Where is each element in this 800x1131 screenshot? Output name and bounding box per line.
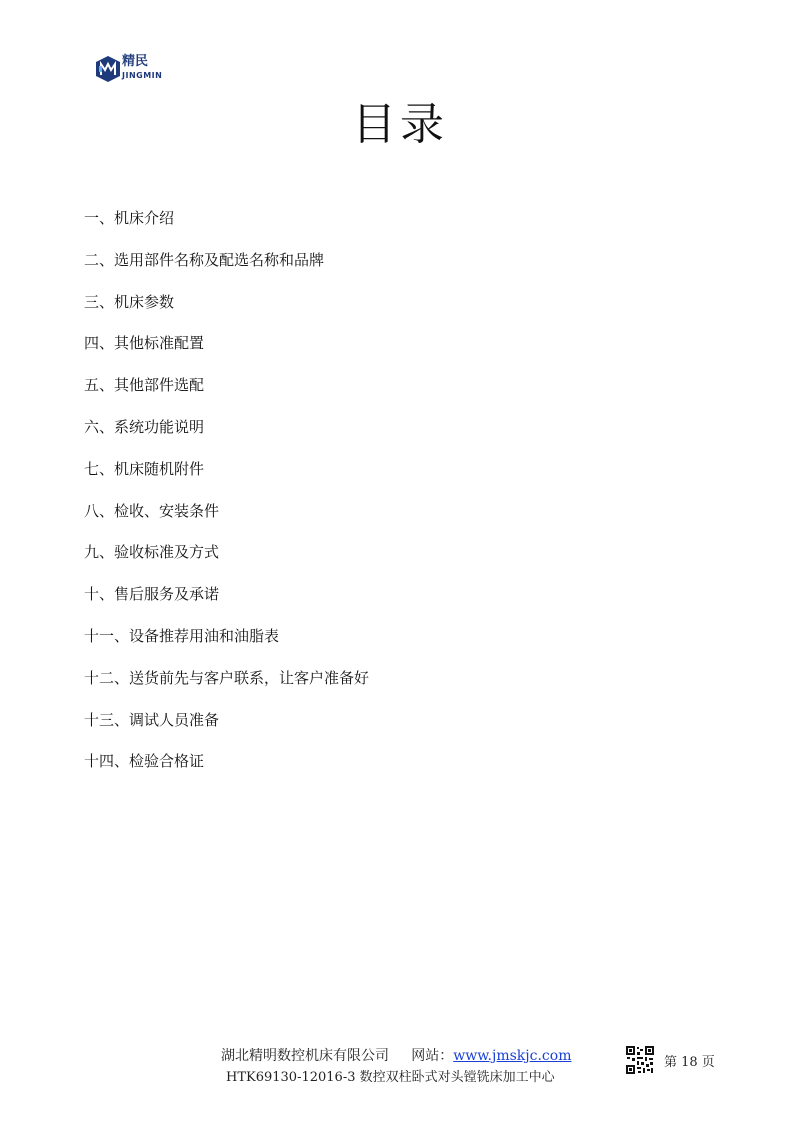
- table-of-contents: [84, 207, 369, 792]
- toc-item-14[interactable]: 十四、检验合格证: [84, 752, 205, 771]
- toc-item-7[interactable]: 七、机床随机附件: [84, 459, 205, 478]
- footer-company-line: [221, 1045, 571, 1065]
- logo-english-text: JINGMIN: [122, 71, 163, 80]
- footer-company-name: 湖北精明数控机床有限公司: [221, 1048, 389, 1064]
- footer-website-label: 网站：: [411, 1048, 454, 1064]
- footer-website-link[interactable]: www.jmskjc.com: [453, 1048, 572, 1064]
- company-logo: [96, 54, 186, 86]
- toc-item-5[interactable]: 五、其他部件选配: [84, 376, 205, 395]
- toc-item-9[interactable]: 九、验收标准及方式: [84, 543, 220, 562]
- qr-code-icon: [626, 1046, 654, 1074]
- toc-item-2[interactable]: 二、选用部件名称及配选名称和品牌: [84, 250, 325, 269]
- toc-item-3[interactable]: 三、机床参数: [84, 292, 175, 311]
- page-number: 第 18 页: [664, 1055, 715, 1070]
- toc-item-8[interactable]: 八、检收、安装条件: [84, 501, 220, 520]
- toc-item-6[interactable]: 六、系统功能说明: [84, 417, 205, 436]
- toc-item-12[interactable]: 十二、送货前先与客户联系，让客户准备好: [84, 668, 370, 687]
- toc-item-13[interactable]: 十三、调试人员准备: [84, 710, 220, 729]
- toc-item-4[interactable]: 四、其他标准配置: [84, 334, 205, 353]
- page-title: 目录: [352, 99, 448, 150]
- logo-chinese-text: 精民: [122, 54, 149, 69]
- footer-model-line: HTK69130-12016-3 数控双柱卧式对头镗铣床加工中心: [226, 1070, 555, 1085]
- jingmin-logo-icon: [96, 56, 120, 82]
- toc-item-11[interactable]: 十一、设备推荐用油和油脂表: [84, 626, 280, 645]
- toc-item-1[interactable]: 一、机床介绍: [84, 209, 175, 227]
- toc-item-10[interactable]: 十、售后服务及承诺: [84, 585, 220, 604]
